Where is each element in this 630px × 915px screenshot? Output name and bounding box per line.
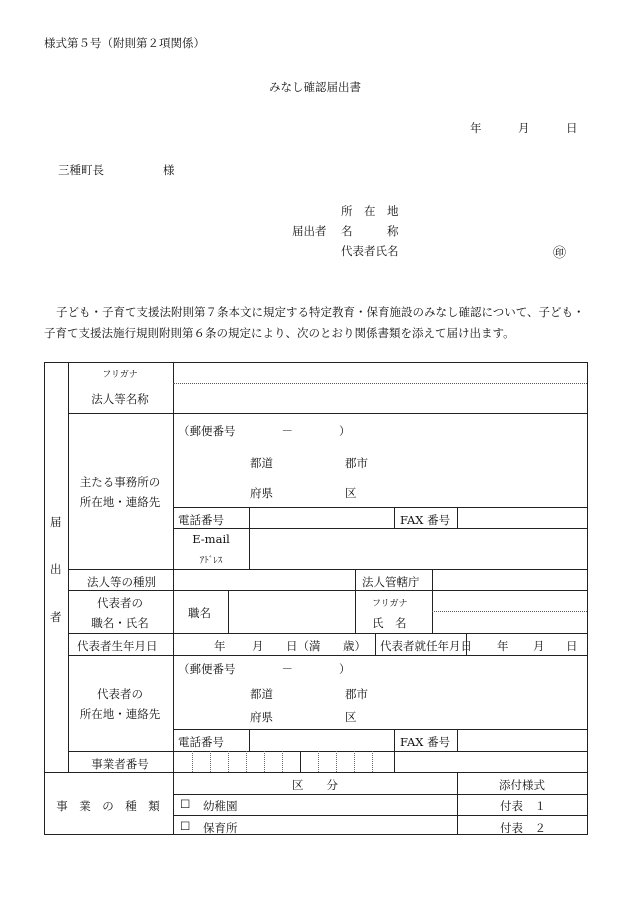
attachment-header: 添付様式	[499, 778, 545, 792]
prefecture-label-bottom: 府県	[250, 486, 273, 500]
corp-office-label: 法人管轄庁	[362, 575, 420, 589]
document-title: みなし確認届出書	[269, 80, 361, 94]
side-label-char-1: 届	[50, 515, 62, 529]
start-month-label: 月	[533, 639, 545, 653]
start-day-label: 日	[566, 639, 578, 653]
rep-address-label-2: 所在地・連絡先	[79, 707, 161, 721]
rep-title-label-2: 職名・氏名	[91, 616, 149, 630]
phone-label: 電話番号	[178, 513, 224, 527]
rep-address-label-1: 代表者の	[97, 687, 143, 701]
date-year-label: 年	[470, 121, 482, 135]
furigana-label: フリガナ	[102, 370, 138, 380]
addressee: 三種町長	[58, 163, 104, 177]
kindergarten-checkbox[interactable]: ☐	[180, 797, 191, 811]
nursery-label: 保育所	[203, 821, 238, 835]
rep-furigana-label: フリガナ	[372, 599, 408, 609]
birth-age-label: 歳）	[343, 639, 366, 653]
prefecture-label-top: 都道	[250, 456, 273, 470]
rep-start-date-label: 代表者就任年月日	[380, 639, 472, 653]
rep-ward-label: 区	[345, 710, 357, 724]
corp-type-label: 法人等の種別	[87, 575, 156, 589]
applicant-label: 届出者	[292, 224, 327, 238]
statement-line-1: 子ども・子育て支援法附則第７条本文に規定する特定教育・保育施設のみなし確認について、子ども・	[56, 305, 585, 319]
date-day-label: 日	[566, 121, 578, 135]
representative-label: 代表者氏名	[341, 244, 399, 258]
main-office-label-2: 所在地・連絡先	[79, 495, 161, 509]
nursery-form: 付表 ２	[500, 821, 546, 835]
birth-day-label: 日（満	[286, 639, 321, 653]
postal-code-label: （郵便番号 － ）	[178, 424, 351, 438]
category-header: 区 分	[292, 778, 338, 792]
rep-fax-label: FAX 番号	[400, 735, 451, 749]
rep-city-label: 郡市	[345, 687, 368, 701]
date-month-label: 月	[518, 121, 530, 135]
ward-label: 区	[345, 486, 357, 500]
addressee-honorific: 様	[163, 163, 175, 177]
statement-line-2: 子育て支援法施行規則附則第６条の規定により、次のとおり関係書類を添えて届け出ます。	[44, 326, 515, 340]
rep-title-label-1: 代表者の	[97, 596, 143, 610]
email-address-label: ｱﾄﾞﾚｽ	[199, 556, 223, 566]
birth-month-label: 月	[252, 639, 264, 653]
email-label: E-mail	[192, 532, 230, 546]
start-year-label: 年	[497, 639, 509, 653]
rep-phone-label: 電話番号	[178, 735, 224, 749]
rep-name-label: 氏 名	[372, 616, 407, 630]
name-label: 名 称	[341, 224, 399, 238]
rep-postal-code-label: （郵便番号 － ）	[178, 662, 351, 676]
city-label: 郡市	[345, 456, 368, 470]
kindergarten-label: 幼稚園	[203, 799, 238, 813]
side-label-char-2: 出	[50, 562, 62, 576]
nursery-checkbox[interactable]: ☐	[180, 819, 191, 833]
job-title-label: 職名	[188, 606, 211, 620]
location-label: 所 在 地	[341, 204, 399, 218]
birth-year-label: 年	[214, 639, 226, 653]
form-number: 様式第５号（附則第２項関係）	[44, 36, 205, 50]
rep-prefecture-label-top: 都道	[250, 687, 273, 701]
side-label-char-3: 者	[50, 610, 62, 624]
rep-birthdate-label: 代表者生年月日	[77, 639, 158, 653]
fax-label: FAX 番号	[400, 513, 451, 527]
business-number-label: 事業者番号	[91, 757, 149, 771]
business-type-label: 事 業 の 種 類	[56, 799, 160, 813]
kindergarten-form: 付表 １	[500, 799, 546, 813]
rep-prefecture-label-bottom: 府県	[250, 710, 273, 724]
seal-mark: ㊞	[553, 246, 567, 261]
corp-name-label: 法人等名称	[91, 392, 149, 406]
main-office-label-1: 主たる事務所の	[79, 475, 161, 489]
